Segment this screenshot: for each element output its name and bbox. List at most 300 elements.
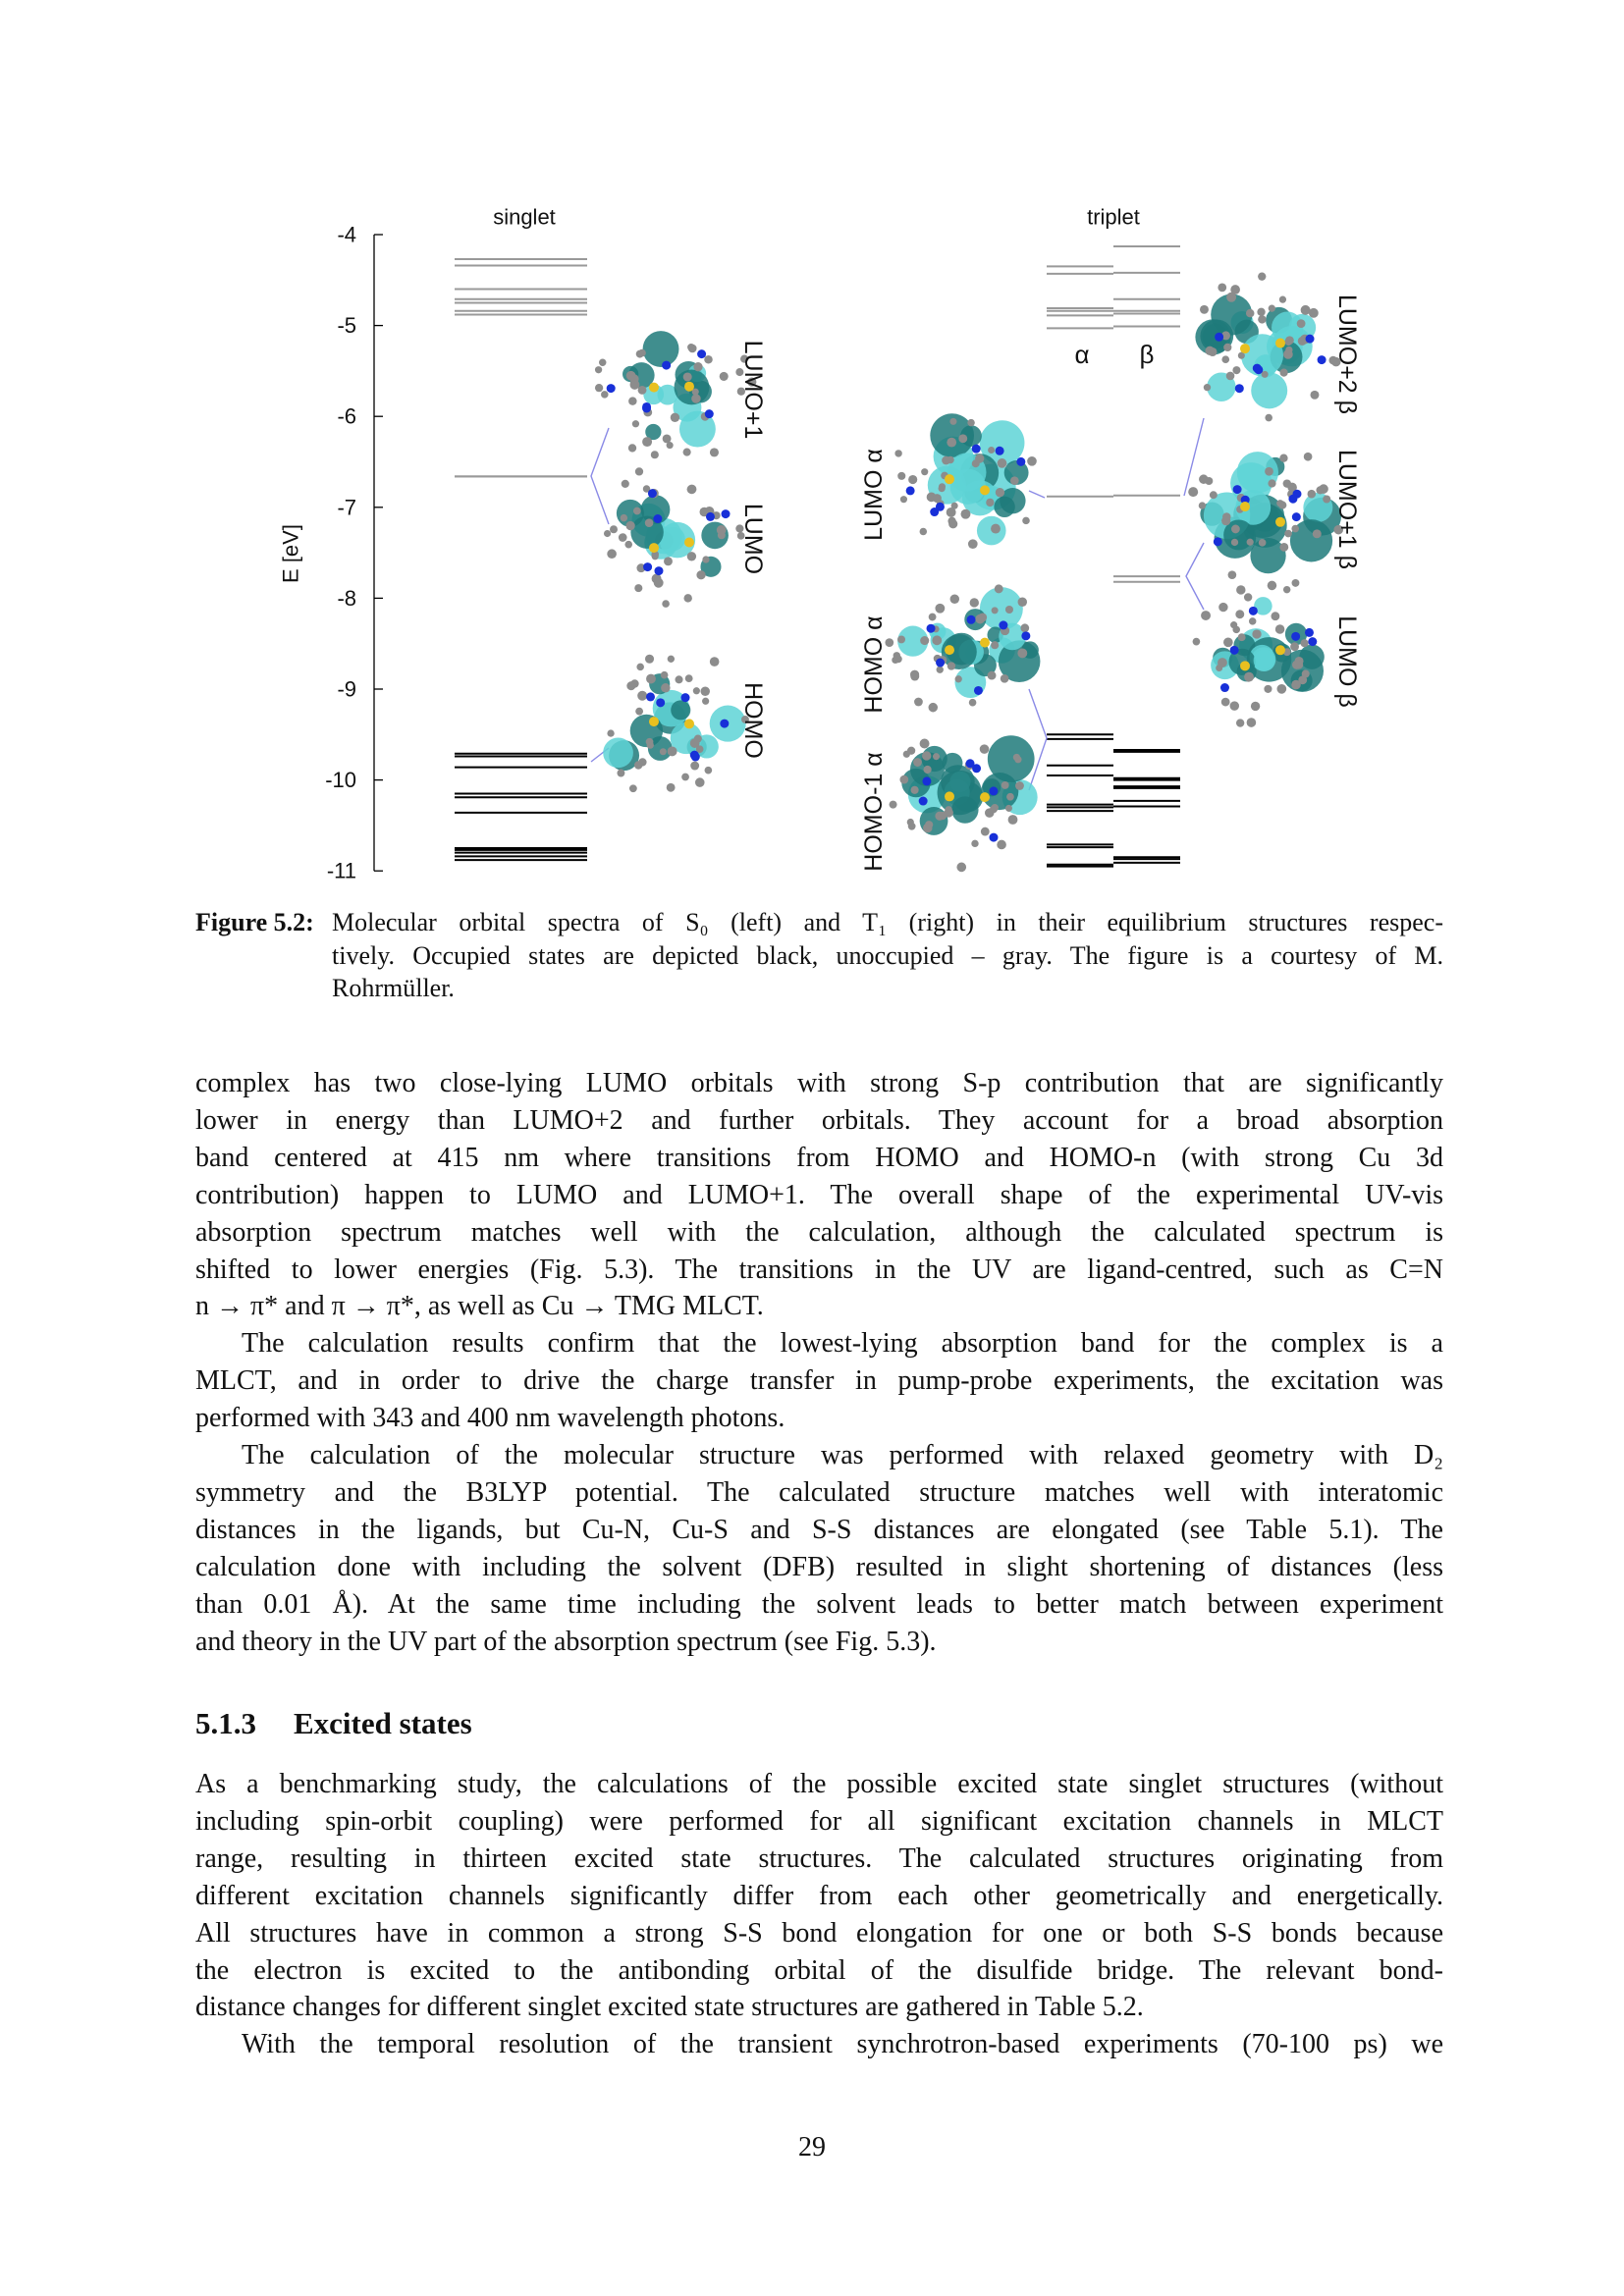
atom xyxy=(939,485,946,492)
atom xyxy=(635,467,643,475)
atom xyxy=(1226,293,1236,302)
atom xyxy=(991,524,1001,534)
y-axis-tick-label: -4 xyxy=(337,222,356,247)
atom xyxy=(929,614,937,621)
nitrogen-atom xyxy=(1021,631,1030,640)
atom xyxy=(956,863,966,873)
atom xyxy=(998,458,1007,468)
orbital-connector-line xyxy=(1184,418,1204,496)
atom xyxy=(958,434,967,443)
atom xyxy=(1027,456,1037,466)
atom xyxy=(1308,490,1317,499)
atom xyxy=(913,758,922,767)
nitrogen-atom xyxy=(653,514,662,523)
atom xyxy=(1279,543,1288,552)
atom xyxy=(910,670,919,679)
atom xyxy=(642,437,652,447)
atom xyxy=(1228,570,1237,579)
atom xyxy=(629,784,637,792)
paragraph-line: calculation done with including the solvent (DFB) resulted in slight shortening of distances (less xyxy=(195,1551,1443,1582)
atom xyxy=(929,703,939,713)
y-axis-tick-label: -11 xyxy=(326,858,356,883)
atom xyxy=(595,384,603,392)
atom xyxy=(632,420,639,427)
atom xyxy=(911,786,919,794)
atom xyxy=(900,496,907,503)
page-number: 29 xyxy=(798,2132,826,2163)
atom xyxy=(646,674,656,684)
atom xyxy=(1284,530,1292,538)
nitrogen-atom xyxy=(996,447,1004,455)
atom xyxy=(595,366,602,373)
atom xyxy=(939,812,947,820)
sulfur-atom xyxy=(1275,517,1285,527)
atom xyxy=(635,708,643,716)
atom xyxy=(897,635,905,643)
y-axis-tick-label: -8 xyxy=(337,585,356,611)
triplet-beta-orbital-label: LUMO+1 β xyxy=(1333,449,1361,570)
atom xyxy=(664,557,673,565)
atom xyxy=(1236,585,1245,594)
atom xyxy=(1005,805,1012,812)
atom xyxy=(925,821,933,828)
figure-caption xyxy=(195,906,1443,1005)
nitrogen-atom xyxy=(1288,495,1297,504)
atom xyxy=(1001,781,1009,789)
atom xyxy=(667,783,676,792)
sulfur-atom xyxy=(1240,661,1250,670)
nitrogen-atom xyxy=(1254,365,1263,374)
nitrogen-atom xyxy=(1235,384,1244,393)
triplet-beta-orbital-label: LUMO+2 β xyxy=(1333,294,1361,415)
atom xyxy=(947,438,956,448)
atom xyxy=(907,747,915,755)
atom xyxy=(1020,623,1029,632)
atom xyxy=(988,447,995,454)
atom xyxy=(1251,702,1260,711)
atom xyxy=(683,594,691,602)
atom xyxy=(1258,272,1266,280)
atom xyxy=(607,729,614,736)
paragraph-line: symmetry and the B3LYP potential. The calculated structure matches well with interatomic xyxy=(195,1476,1443,1508)
atom xyxy=(980,744,990,754)
atom xyxy=(914,698,923,707)
nitrogen-atom xyxy=(722,509,731,518)
atom xyxy=(1304,453,1313,461)
atom xyxy=(1210,491,1218,499)
orbital-isosurface-image xyxy=(603,655,749,792)
orbital-isosurface-image xyxy=(595,331,756,458)
atom xyxy=(1300,639,1308,647)
atom xyxy=(702,556,709,562)
atom xyxy=(1022,517,1030,525)
nitrogen-atom xyxy=(1318,355,1326,364)
atom xyxy=(897,472,905,480)
atom xyxy=(688,345,697,353)
atom xyxy=(604,530,611,537)
sulfur-atom xyxy=(1240,344,1250,353)
atom xyxy=(1268,581,1277,591)
atom xyxy=(634,584,642,592)
atom xyxy=(1244,672,1254,682)
triplet-beta-orbital-label: LUMO β xyxy=(1333,615,1361,708)
paragraph-line: including spin-orbit coupling) were performed for all significant excitation channels in MLCT xyxy=(195,1805,1443,1837)
atom xyxy=(637,691,647,701)
atom xyxy=(920,636,929,645)
caption-text xyxy=(332,906,1443,1005)
isosurface-lobe xyxy=(994,497,1014,517)
nitrogen-atom xyxy=(1215,333,1223,342)
singlet-title: singlet xyxy=(493,204,556,230)
sulfur-atom xyxy=(684,537,694,547)
isosurface-lobe xyxy=(603,737,633,768)
atom xyxy=(1226,372,1235,381)
atom xyxy=(968,539,978,549)
atom xyxy=(675,675,682,683)
paragraph-line: contribution) happen to LUMO and LUMO+1. The overall shape of the experimental UV-vis xyxy=(195,1179,1443,1210)
atom xyxy=(1297,319,1306,328)
atom xyxy=(1246,309,1255,318)
atom xyxy=(924,766,932,774)
sulfur-atom xyxy=(1275,339,1285,348)
atom xyxy=(1271,612,1279,620)
atom xyxy=(1319,484,1328,494)
atom xyxy=(1275,624,1285,634)
atom xyxy=(1292,579,1300,587)
paragraph-line: and theory in the UV part of the absorption spectrum (see Fig. 5.3). xyxy=(195,1626,937,1657)
atom xyxy=(932,635,942,645)
sulfur-atom xyxy=(684,719,694,728)
atom xyxy=(949,418,956,425)
atom xyxy=(607,549,617,559)
atom xyxy=(1298,337,1307,346)
atom xyxy=(1279,296,1286,303)
atom xyxy=(695,777,705,787)
atom xyxy=(661,683,671,693)
nitrogen-atom xyxy=(1305,628,1314,637)
atom xyxy=(1199,502,1206,508)
atom xyxy=(1249,617,1256,624)
atom xyxy=(978,613,987,621)
atom xyxy=(920,528,927,535)
triplet-alpha-orbital-label: HOMO-1 α xyxy=(860,752,888,872)
sulfur-atom xyxy=(649,543,659,553)
nitrogen-atom xyxy=(1306,335,1315,344)
nitrogen-atom xyxy=(927,624,936,633)
nitrogen-atom xyxy=(654,566,663,575)
sulfur-atom xyxy=(945,791,954,801)
nitrogen-atom xyxy=(642,402,651,411)
nitrogen-atom xyxy=(999,620,1007,629)
sulfur-atom xyxy=(980,638,990,648)
sulfur-atom xyxy=(684,382,694,392)
atom xyxy=(685,674,693,682)
atom xyxy=(969,699,977,707)
section-heading xyxy=(195,1706,472,1741)
atom xyxy=(617,770,624,777)
atom xyxy=(920,739,930,749)
atom xyxy=(1222,512,1231,521)
atom xyxy=(687,552,696,561)
atom xyxy=(1258,315,1266,323)
atom xyxy=(645,655,654,664)
paragraph-line: performed with 343 and 400 nm wavelength photons. xyxy=(195,1403,785,1434)
isosurface-lobe xyxy=(1251,372,1287,408)
atom xyxy=(704,355,713,364)
atom xyxy=(967,419,974,426)
atom xyxy=(1269,305,1275,312)
singlet-orbital-label: LUMO+1 xyxy=(739,340,767,440)
atom xyxy=(662,600,670,608)
nitrogen-atom xyxy=(930,507,939,516)
atom xyxy=(908,475,917,484)
nitrogen-atom xyxy=(720,720,729,728)
paragraph-line: distances in the ligands, but Cu-N, Cu-S and S-S distances are elongated (see Table 5.1). The xyxy=(195,1514,1443,1545)
atom xyxy=(955,675,962,682)
isosurface-lobe xyxy=(988,735,1035,782)
atom xyxy=(1259,539,1267,547)
nitrogen-atom xyxy=(648,489,657,498)
atom xyxy=(892,657,898,664)
triplet-title: triplet xyxy=(1087,204,1140,230)
atom xyxy=(1268,479,1275,487)
nitrogen-atom xyxy=(966,759,975,768)
atom xyxy=(1265,414,1272,422)
atom xyxy=(645,518,654,527)
atom xyxy=(971,840,978,847)
atom xyxy=(1221,698,1230,707)
atom xyxy=(625,521,634,530)
atom xyxy=(601,391,609,399)
atom xyxy=(710,657,720,667)
atom xyxy=(710,448,719,456)
orbital-isosurface-image xyxy=(1195,272,1340,421)
isosurface-lobe xyxy=(643,331,679,367)
paragraph-line: n → π* and π → π*, as well as Cu → TMG MLCT. xyxy=(195,1291,764,1322)
atom xyxy=(628,397,636,404)
atom xyxy=(890,801,897,809)
atom xyxy=(646,738,654,746)
paragraph-line: As a benchmarking study, the calculations of the possible excited state singlet structures (without xyxy=(195,1769,1443,1799)
atom xyxy=(693,687,700,694)
paragraph-line: the electron is excited to the antibonding orbital of the disulfide bridge. The relevant bond- xyxy=(195,1954,1443,1986)
atom xyxy=(933,753,940,760)
nitrogen-atom xyxy=(972,445,981,454)
atom xyxy=(1247,539,1254,546)
orbital-isosurface-image xyxy=(1193,585,1325,727)
paragraph-line: absorption spectrum matches well with the calculation, although the calculated spectrum is xyxy=(195,1216,1443,1248)
atom xyxy=(1298,675,1307,684)
atom xyxy=(922,751,931,760)
nitrogen-atom xyxy=(643,562,652,571)
nitrogen-atom xyxy=(1230,646,1239,655)
body-text-top xyxy=(195,1065,1443,1661)
atom xyxy=(907,819,914,826)
atom xyxy=(1204,384,1211,391)
sulfur-atom xyxy=(649,383,659,393)
y-axis-tick-label: -10 xyxy=(325,768,356,793)
isosurface-lobe xyxy=(1281,650,1324,692)
nitrogen-atom xyxy=(1214,537,1222,546)
atom xyxy=(1257,308,1265,316)
atom xyxy=(1008,815,1018,825)
paragraph-line: shifted to lower energies (Fig. 5.3). The transitions in the UV are ligand-centred, such as C=N xyxy=(195,1254,1443,1285)
paragraph-line: lower in energy than LUMO+2 and further orbitals. They account for a broad absorption xyxy=(195,1104,1443,1136)
atom xyxy=(894,450,901,456)
nitrogen-atom xyxy=(989,786,998,795)
atom xyxy=(1205,347,1214,355)
atom xyxy=(986,499,994,507)
paragraph-line: range, resulting in thirteen excited state structures. The calculated structures originating from xyxy=(195,1842,1443,1874)
nitrogen-atom xyxy=(1016,457,1025,466)
isosurface-lobe xyxy=(1250,538,1285,573)
sulfur-atom xyxy=(980,792,990,802)
atom xyxy=(970,598,979,607)
atom xyxy=(720,372,729,381)
atom xyxy=(619,533,627,542)
paragraph-line: The calculation of the molecular structure was performed with relaxed geometry with D₂ xyxy=(242,1440,1443,1471)
atom xyxy=(1285,347,1292,353)
nitrogen-atom xyxy=(1292,512,1301,521)
orbital-isosurface-image xyxy=(604,467,745,608)
atom xyxy=(947,507,956,517)
atom xyxy=(626,681,635,690)
isosurface-lobe xyxy=(671,700,690,720)
atom xyxy=(691,394,700,402)
paragraph-line: All structures have in common a strong S-S bond elongation for one or both S-S bonds because xyxy=(195,1917,1443,1949)
nitrogen-atom xyxy=(691,753,700,762)
atom xyxy=(661,671,669,679)
atom xyxy=(1279,454,1287,462)
atom xyxy=(1221,355,1229,363)
atom xyxy=(1014,756,1021,763)
atom xyxy=(687,485,695,493)
atom xyxy=(1232,366,1240,374)
paragraph-line: different excitation channels significantly differ from each other geometrically and energetically. xyxy=(195,1880,1443,1911)
atom xyxy=(995,584,1003,593)
nitrogen-atom xyxy=(1308,637,1317,646)
beta-column-label: β xyxy=(1139,340,1155,369)
paragraph-line: distance changes for different singlet excited state structures are gathered in Table 5.2. xyxy=(195,1992,1144,2023)
atom xyxy=(1017,648,1027,658)
atom xyxy=(972,459,980,467)
atom xyxy=(1292,661,1301,669)
atom xyxy=(663,435,672,444)
atom xyxy=(1218,603,1227,612)
atom xyxy=(1309,308,1319,318)
nitrogen-atom xyxy=(646,692,655,701)
atom xyxy=(1264,685,1272,693)
atom xyxy=(705,767,713,774)
atom xyxy=(1005,606,1013,614)
nitrogen-atom xyxy=(922,776,931,785)
atom xyxy=(960,509,970,519)
atom xyxy=(690,762,699,771)
atom xyxy=(1235,610,1244,618)
atom xyxy=(636,664,644,671)
y-axis-label: E [eV] xyxy=(278,524,303,583)
orbital-connector-line xyxy=(1029,491,1045,498)
atom xyxy=(1283,586,1290,593)
orbital-isosurface-image xyxy=(885,584,1040,712)
molecular-orbital-figure xyxy=(0,0,1624,893)
atom xyxy=(668,656,675,663)
y-axis-tick-label: -9 xyxy=(337,676,356,702)
nitrogen-atom xyxy=(906,486,915,495)
singlet-orbital-label: LUMO xyxy=(739,503,767,575)
orbital-connector-line xyxy=(591,428,609,524)
atom xyxy=(671,413,679,422)
atom xyxy=(997,840,1006,850)
nitrogen-atom xyxy=(989,833,998,842)
caption-line: Molecular orbital spectra of S₀ (left) and T₁ (right) in their equilibrium structures respec- xyxy=(332,908,1443,936)
orbital-connector-line xyxy=(1186,543,1204,610)
atom xyxy=(1278,502,1286,509)
sulfur-atom xyxy=(980,485,990,495)
atom xyxy=(717,525,727,535)
atom xyxy=(651,451,659,458)
triplet-alpha-orbital-label: HOMO α xyxy=(860,615,888,714)
atom xyxy=(1010,476,1019,485)
atom xyxy=(638,386,647,395)
atom xyxy=(634,761,642,769)
nitrogen-atom xyxy=(936,659,945,667)
atom xyxy=(629,374,638,383)
nitrogen-atom xyxy=(1291,632,1300,641)
atom xyxy=(1205,477,1213,485)
sulfur-atom xyxy=(945,474,954,484)
atom xyxy=(1313,529,1322,538)
atom xyxy=(1238,633,1246,641)
atom xyxy=(610,525,618,533)
atom xyxy=(1323,495,1330,503)
atom xyxy=(701,687,710,696)
atom xyxy=(1230,701,1239,710)
atom xyxy=(1216,665,1222,671)
atom xyxy=(945,806,951,813)
atom xyxy=(1001,674,1009,683)
atom xyxy=(1231,525,1240,534)
nitrogen-atom xyxy=(607,384,616,393)
paragraph-line: complex has two close-lying LUMO orbitals with strong S-p contribution that are significantly xyxy=(195,1068,1443,1098)
nitrogen-atom xyxy=(967,615,976,624)
nitrogen-atom xyxy=(656,698,665,707)
atom xyxy=(1223,637,1233,647)
isosurface-lobe xyxy=(938,771,982,815)
paragraph-line: The calculation results confirm that the lowest-lying absorption band for the complex is a xyxy=(242,1328,1443,1360)
atom xyxy=(628,444,636,452)
atom xyxy=(1200,305,1209,314)
triplet-alpha-orbital-label: LUMO α xyxy=(860,449,888,541)
paragraph-line: MLCT, and in order to drive the charge transfer in pump-probe experiments, the excitation was xyxy=(195,1365,1443,1397)
atom xyxy=(1310,391,1319,400)
atom xyxy=(1247,718,1257,727)
caption-line: Rohrmüller. xyxy=(332,974,455,1002)
atom xyxy=(638,349,646,357)
paragraph-line: than 0.01 Å). At the same time including the solvent leads to better match between experiment xyxy=(195,1588,1443,1620)
nitrogen-atom xyxy=(1233,485,1242,494)
atom xyxy=(683,449,691,456)
atom xyxy=(702,698,709,705)
atom xyxy=(1188,487,1198,497)
atom xyxy=(652,553,659,560)
atom xyxy=(1218,284,1226,293)
atom xyxy=(991,641,999,649)
atom xyxy=(1193,638,1201,646)
atom xyxy=(652,574,662,584)
y-axis-tick-label: -7 xyxy=(337,495,356,520)
atom xyxy=(1265,467,1273,476)
